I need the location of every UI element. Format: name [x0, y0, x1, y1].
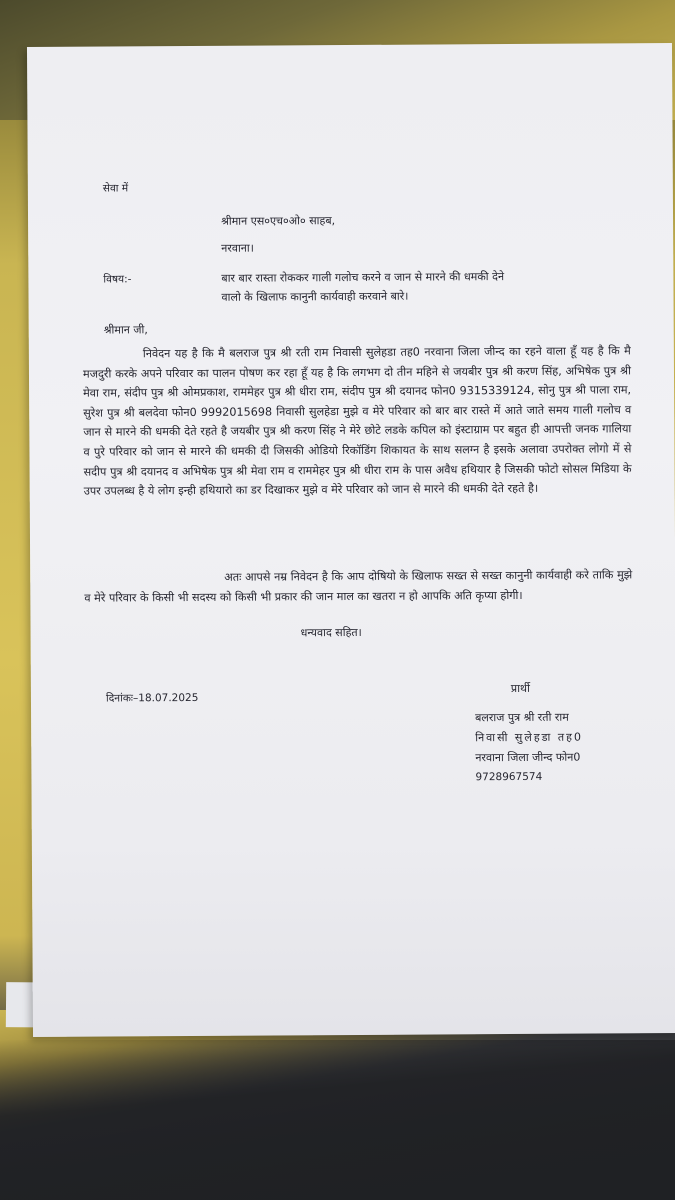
- date: दिनांकः–18.07.2025: [105, 691, 199, 705]
- subject-line-2: वालो के खिलाफ कानुनी कार्यवाही करवाने बारे।: [221, 289, 409, 304]
- letter-page: [27, 43, 675, 1037]
- request-paragraph: अतः आपसे नम्र निवेदन है कि आप दोषियो के खिलाफ सख्त से सख्त कानुनी कार्यवाही करे ताकि मुझे व मेरे परिवार के किसी भी सदस्य को किसी भी प्रकार की जान माल का खतरा न हो आपकि अति कृप्या होगी।: [84, 568, 633, 605]
- thanks: धन्यवाद सहित।: [300, 625, 362, 640]
- salutation-to: सेवा में: [102, 182, 129, 195]
- body-paragraph: निवेदन यह है कि मै बलराज पुत्र श्री रती राम निवासी सुलेहडा तह0 नरवाना जिला जीन्द का रहने वाला हूँ यह है कि मै मजदुरी करके अपने परिवार का पालन पोषण कर रहा हूँ यह है कि लगभग दो तीन महिने से जयबीर पुत्र श्री करण सिंह, अभिषेक पुत्र श्री मेवा राम, संदीप पुत्र श्री ओमप्रकाश, राममेहर पुत्र श्री धीरा राम, संदीप पुत्र श्री दयानद फोन0 9315339124, सोनु पुत्र श्री पाला राम, सुरेश पुत्र श्री बलदेवा फोन0 9992015698 निवासी सुलहेडा मुझे व मेरे परिवार को बार बार रास्ते में आते जाते समय गाली गलोच व जान से मारने की धमकी देते रहते है जयबीर पुत्र श्री करण सिंह ने मेरे छोटे लडके कपिल को इंस्टाग्राम पर बहुत ही आपत्ती जनक गालिया व पुरे परिवार को जान से मारने की धमकी दी जिसकी ओडियो रिकॉडिंग शिकायत के साथ सलग्न है इसके अलावा उपरोक्त लोगो में से सदीप पुत्र श्री दयानद व अभिषेक पुत्र श्री मेवा राम व राममेहर पुत्र श्री धीरा राम के पास अवैध हथियार है जिसकी फोटो सोसल मिडिया के उपर उपलब्ध है ये लोग इन्ही हथियारो का डर दिखाकर मुझे व मेरे परिवार को जान से मारने की धमकी देते रहते है।: [82, 344, 632, 498]
- background-dark-fabric: [0, 1040, 675, 1200]
- sender-district: नरवाना जिला जीन्द फोन0: [475, 750, 581, 765]
- recipient-place: नरवाना।: [221, 241, 254, 255]
- sender-name: बलराज पुत्र श्री रती राम: [475, 710, 569, 725]
- sender-village: निवासी सुलेहडा तह0: [475, 730, 584, 745]
- subject-label: विषय:-: [103, 273, 132, 286]
- sender-phone: 9728967574: [475, 770, 543, 784]
- recipient: श्रीमान एस०एच०ओ० साहब,: [221, 214, 336, 228]
- subject-line-1: बार बार रास्ता रोककर गाली गलोच करने व जान से मारने की धमकी देने: [221, 270, 505, 285]
- greeting: श्रीमान जी,: [103, 323, 148, 337]
- applicant-label: प्रार्थी: [510, 681, 530, 696]
